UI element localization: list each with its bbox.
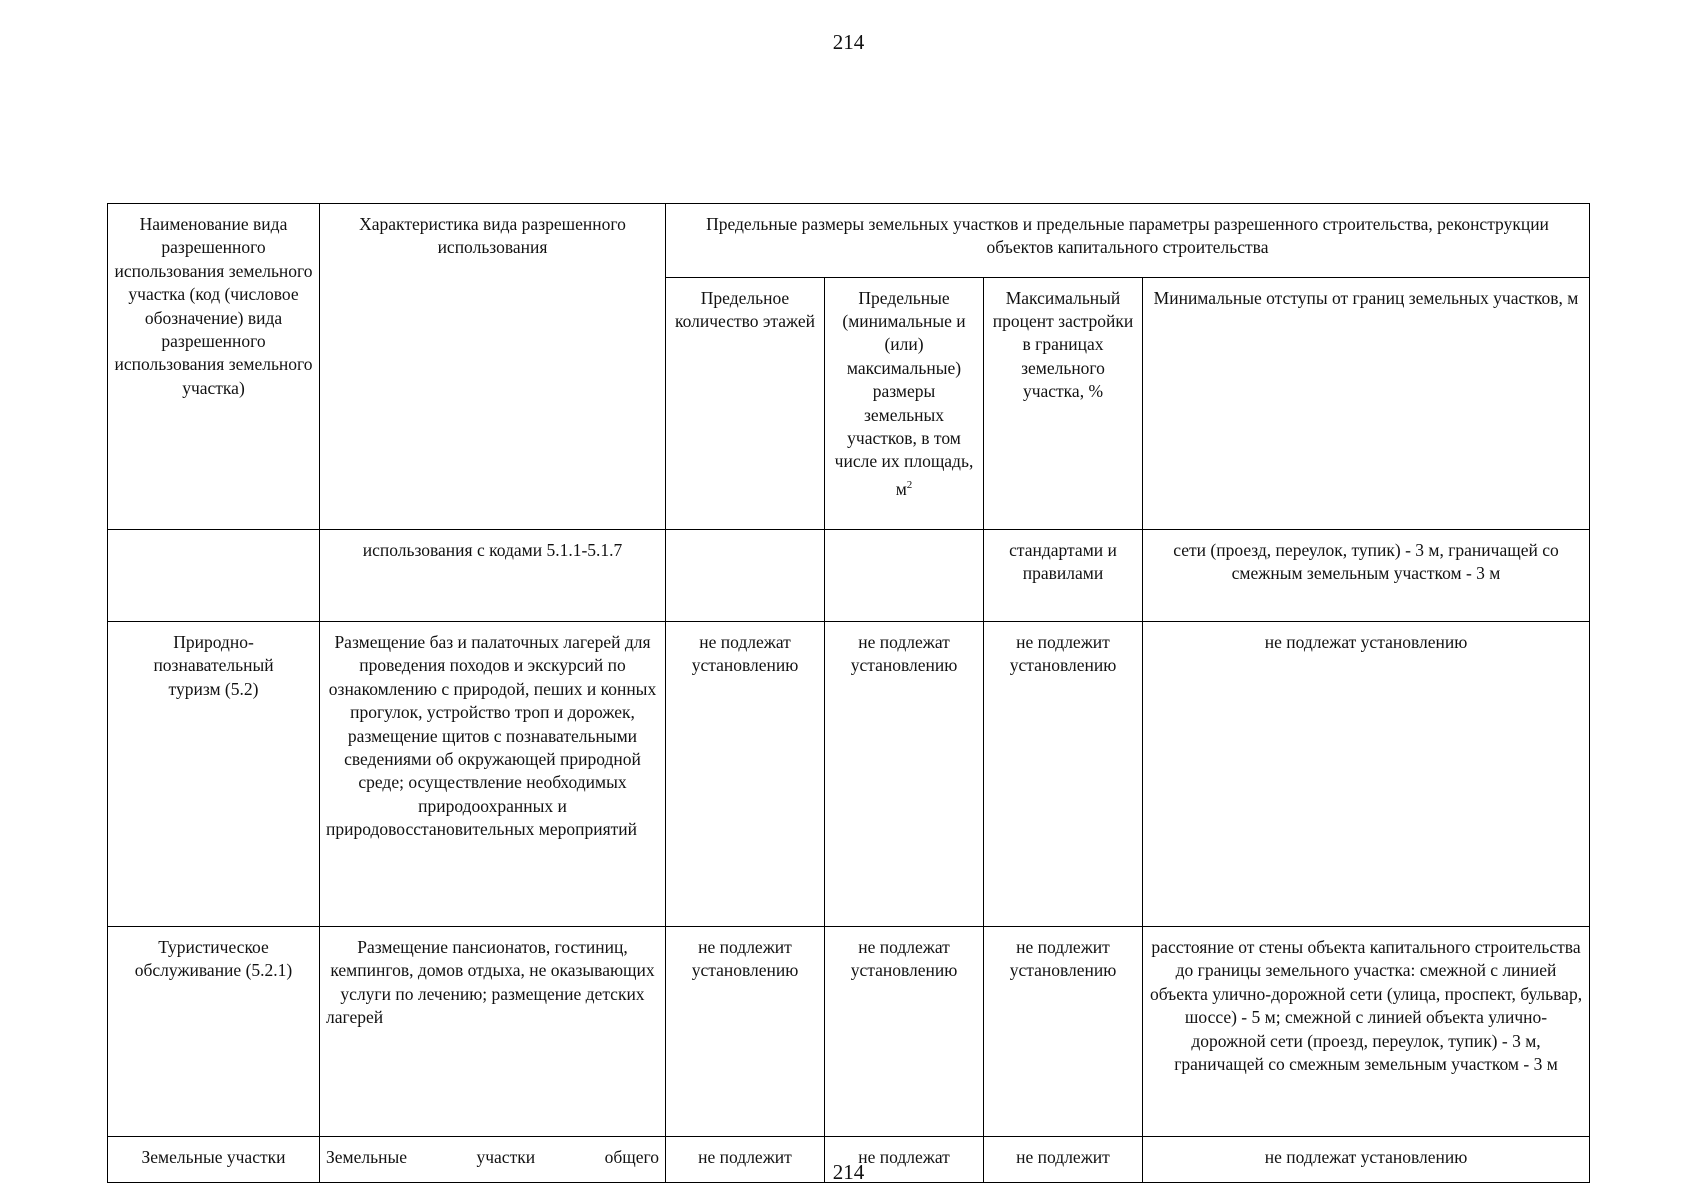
cell-name	[108, 530, 320, 622]
cell-characteristic: использования с кодами 5.1.1-5.1.7	[320, 530, 666, 622]
cell-floors	[666, 530, 825, 622]
cell-percent: не подлежит	[984, 1137, 1143, 1183]
header-max-build-percent: Максимальный процент застройки в границах земельного участка, %	[984, 277, 1143, 529]
cell-sizes: не подлежат установлению	[825, 927, 984, 1137]
cell-floors: не подлежит	[666, 1137, 825, 1183]
table-row	[108, 530, 1590, 622]
cell-characteristic: Размещение баз и палаточных лагерей для проведения походов и экскурсий по ознакомлению с природой, пеших и конных прогулок, устройство троп и дорожек, размещение щитов с познавательными сведениями об окружающей природной среде; осуществление необходимых природоохранных и природовосстановительных мероприятий	[320, 622, 666, 927]
cell-name: Туристическое обслуживание (5.2.1)	[108, 927, 320, 1137]
cell-floors: не подлежат установлению	[666, 622, 825, 927]
regulations-table	[107, 203, 1590, 1183]
header-limits-group: Предельные размеры земельных участков и предельные параметры разрешенного строительства, реконструкции объектов капитального строительства	[666, 204, 1590, 278]
header-land-use-name: Наименование вида разрешенного использования земельного участка (код (числовое обозначение) вида разрешенного использования земельного участка)	[108, 204, 320, 530]
cell-offsets: не подлежат установлению	[1143, 1137, 1590, 1183]
header-plot-sizes-superscript: 2	[906, 478, 913, 491]
cell-name: Земельные участки	[108, 1137, 320, 1183]
cell-sizes: не подлежат	[825, 1137, 984, 1183]
table-row	[108, 622, 1590, 927]
cell-percent: не подлежит установлению	[984, 622, 1143, 927]
cell-name: Природно-познавательный туризм (5.2)	[108, 622, 320, 927]
header-plot-sizes	[825, 277, 984, 529]
header-plot-sizes-text: Предельные (минимальные и (или) максимальные) размеры земельных участков, в том числе их площадь, м	[834, 287, 974, 499]
page-number-bottom: 214	[832, 1160, 865, 1184]
cell-offsets: сети (проезд, переулок, тупик) - 3 м, граничащей со смежным земельным участком - 3 м	[1143, 530, 1590, 622]
header-land-use-characteristic: Характеристика вида разрешенного использования	[320, 204, 666, 530]
cell-percent: стандартами и правилами	[984, 530, 1143, 622]
cell-offsets: не подлежат установлению	[1143, 622, 1590, 927]
cell-offsets: расстояние от стены объекта капитального строительства до границы земельного участка: смежной с линией объекта улично-дорожной сети (улица, проспект, бульвар, шоссе) - 5 м; смежной с линией объекта улично-дорожной сети (проезд, переулок, тупик) - 3 м, граничащей со смежным земельным участком - 3 м	[1143, 927, 1590, 1137]
cell-characteristic: Земельные участки общего	[320, 1137, 666, 1183]
cell-floors: не подлежит установлению	[666, 927, 825, 1137]
cell-percent: не подлежит установлению	[984, 927, 1143, 1137]
header-max-floors: Предельное количество этажей	[666, 277, 825, 529]
table-row	[108, 927, 1590, 1137]
header-min-offsets: Минимальные отступы от границ земельных участков, м	[1143, 277, 1590, 529]
table-header-row-1	[108, 204, 1590, 278]
page-number-top: 214	[832, 30, 865, 54]
cell-sizes	[825, 530, 984, 622]
cell-characteristic: Размещение пансионатов, гостиниц, кемпингов, домов отдыха, не оказывающих услуги по лечению; размещение детских лагерей	[320, 927, 666, 1137]
cell-sizes: не подлежат установлению	[825, 622, 984, 927]
